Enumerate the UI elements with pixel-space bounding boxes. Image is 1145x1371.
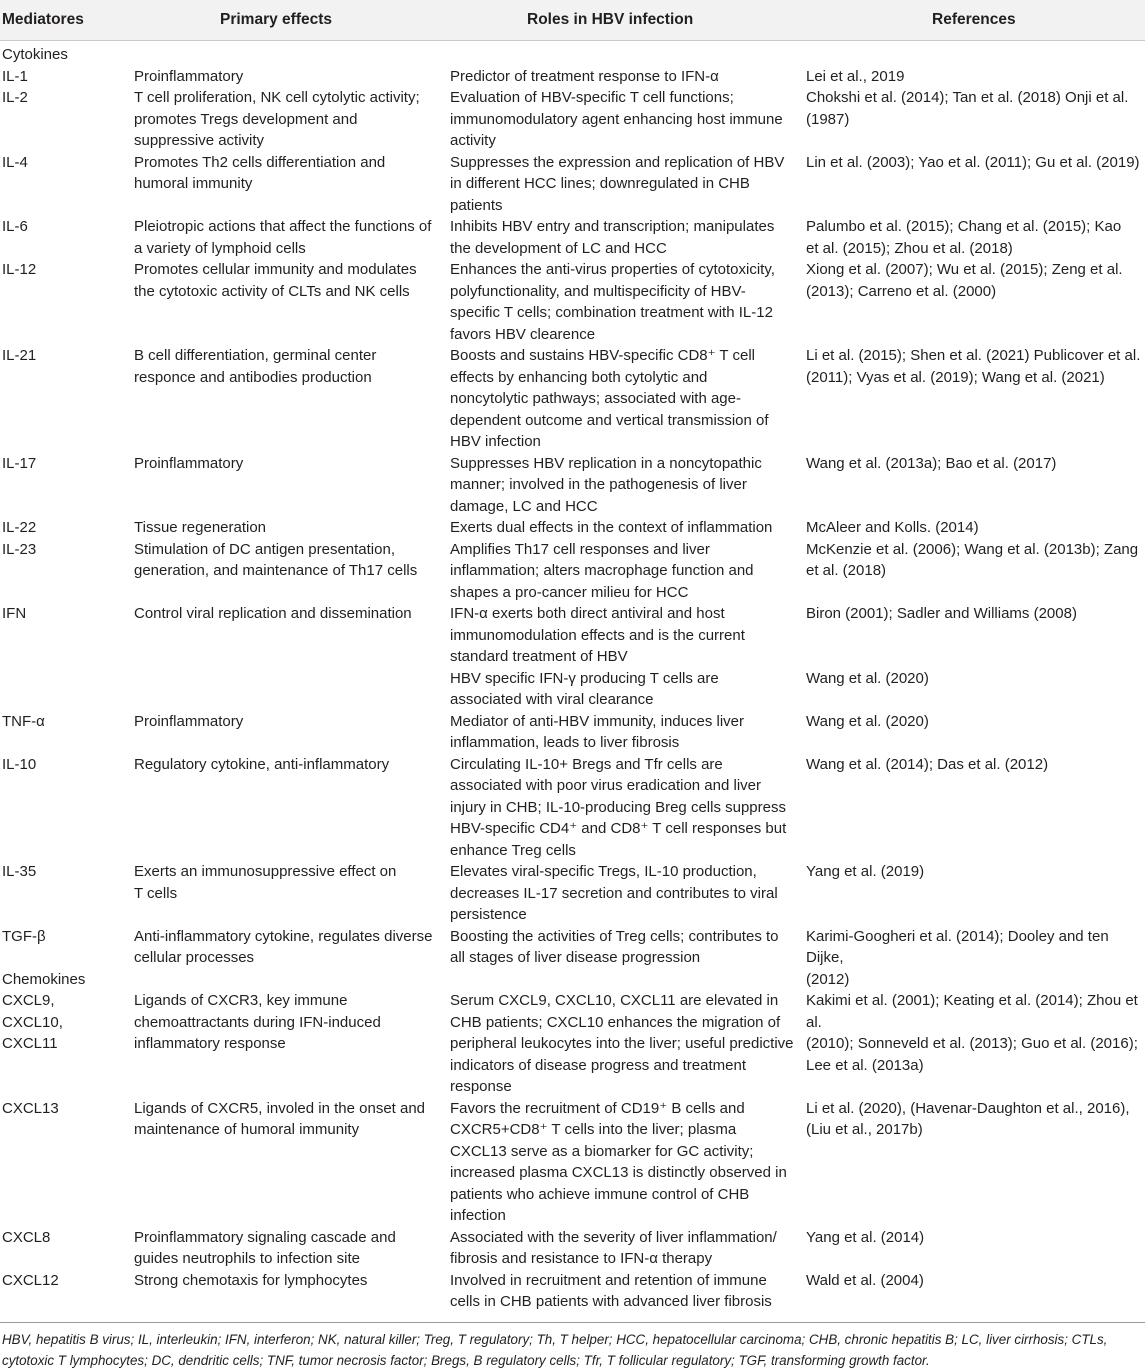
primary-effects-cell: Pleiotropic actions that affect the functions of a variety of lymphoid cells [134, 218, 432, 257]
mediator-cell: IL-21 [2, 347, 37, 364]
mediator-cell: IL-35 [2, 863, 37, 880]
roles-cell: Amplifies Th17 cell responses and liver inflammation; alters macrophage function and shapes a pro-cancer milieu for HCC [450, 540, 754, 601]
roles-cell: Enhances the anti-virus properties of cytotoxicity, polyfunctionality, and multispecificity of HBV- specific T cells; combination treatment with IL-12 favors HBV clearence [450, 261, 775, 343]
mediator-cell: IL-2 [2, 89, 28, 106]
references-cell: Palumbo et al. (2015); Chang et al. (2015); Kao et al. (2015); Zhou et al. (2018) [806, 218, 1122, 257]
primary-effects-cell: Proinflammatory signaling cascade and guides neutrophils to infection site [134, 1228, 396, 1267]
roles-cell: Circulating IL-10+ Bregs and Tfr cells are associated with poor virus eradication and liver injury in CHB; IL-10-producing Breg cells suppress HBV-specific CD4⁺ and CD8⁺ T cell responses but enhance Treg cells [450, 755, 787, 859]
references-cell: Wang et al. (2014); Das et al. (2012) [806, 755, 1049, 773]
roles-cell: IFN-α exerts both direct antiviral and host immunomodulation effects and is the current standard treatment of HBV [450, 605, 745, 665]
mediator-cell: CXCL13 [2, 1099, 59, 1117]
primary-effects-cell: Proinflammatory [134, 712, 244, 730]
primary-effects-cell: B cell differentiation, germinal center responce and antibodies production [134, 347, 377, 386]
primary-effects-cell: Promotes Th2 cells differentiation and humoral immunity [134, 153, 386, 192]
references-cell: Lin et al. (2003); Yao et al. (2011); Gu et al. (2019) [806, 153, 1140, 171]
mediator-cell: TNF-α [2, 712, 45, 730]
mediator-cell: CXCL8 [2, 1228, 51, 1246]
references-cell: Wang et al. (2013a); Bao et al. (2017) [806, 454, 1057, 472]
roles-cell: Involved in recruitment and retention of immune cells in CHB patients with advanced liver fibrosis [450, 1271, 772, 1310]
roles-cell: Associated with the severity of liver inflammation/ fibrosis and resistance to IFN-α therapy [450, 1228, 777, 1267]
references-cell: Wang et al. (2020) [806, 669, 929, 687]
roles-cell: HBV specific IFN-γ producing T cells are associated with viral clearance [450, 669, 719, 708]
mediator-cell: IFN [2, 605, 27, 622]
roles-cell: Predictor of treatment response to IFN-α [450, 67, 719, 85]
mediator-cell: IL-6 [2, 218, 28, 235]
header-mediators: Mediatores [2, 11, 84, 28]
references-cell: Biron (2001); Sadler and Williams (2008) [806, 605, 1077, 622]
primary-effects-cell: Proinflammatory [134, 67, 244, 85]
roles-cell: Boosting the activities of Treg cells; contributes to all stages of liver disease progression [450, 927, 779, 966]
primary-effects-cell: Control viral replication and dissemination [134, 605, 412, 622]
mediator-cell: IL-12 [2, 261, 37, 278]
table-footnote: HBV, hepatitis B virus; IL, interleukin; IFN, interferon; NK, natural killer; Treg, T regulatory; Th, T helper; HCC, hepatocellular carcinoma; CHB, chronic hepatitis B; LC, liver cirrhosis; CTLs, cytotoxic T lymphocytes; DC, dendritic cells; TNF, tumor necrosis factor; Bregs, B regulatory cells; Tfr, T follicular regulatory; TGF, transforming growth factor. [2, 1332, 1108, 1368]
roles-cell: Boosts and sustains HBV-specific CD8⁺ T cell effects by enhancing both cytolytic and noncytolytic pathways; associated with age- dependent outcome and vertical transmission of HBV infection [450, 347, 769, 450]
roles-cell: Suppresses the expression and replication of HBV in different HCC lines; downregulated in CHB patients [450, 153, 785, 214]
header-references: References [932, 11, 1016, 28]
references-cell: Yang et al. (2014) [806, 1228, 925, 1246]
roles-cell: Elevates viral-specific Tregs, IL-10 production, decreases IL-17 secretion and contributes to viral persistence [450, 863, 778, 923]
primary-effects-cell: Ligands of CXCR5, involed in the onset and maintenance of humoral immunity [134, 1099, 426, 1138]
roles-cell: Serum CXCL9, CXCL10, CXCL11 are elevated in CHB patients; CXCL10 enhances the migration of peripheral leukocytes into the liver; useful predictive indicators of disease progress and treatment response [450, 992, 794, 1095]
mediator-cell: IL-4 [2, 153, 28, 171]
primary-effects-cell: Proinflammatory [134, 454, 244, 472]
primary-effects-cell: Exerts an immunosuppressive effect on T cells [134, 863, 397, 902]
roles-cell: Inhibits HBV entry and transcription; manipulates the development of LC and HCC [450, 218, 775, 257]
references-cell: Karimi-Googheri et al. (2014); Dooley and ten Dijke, (2012) [806, 927, 1109, 988]
references-cell: Li et al. (2015); Shen et al. (2021) Publicover et al. (2011); Vyas et al. (2019); Wang et al. (2021) [806, 347, 1141, 386]
roles-cell: Mediator of anti-HBV immunity, induces liver inflammation, leads to liver fibrosis [450, 712, 744, 751]
primary-effects-cell: Promotes cellular immunity and modulates the cytotoxic activity of CLTs and NK cells [134, 261, 417, 300]
references-cell: Wang et al. (2020) [806, 712, 929, 730]
mediator-cell: IL-17 [2, 454, 37, 472]
references-cell: Kakimi et al. (2001); Keating et al. (2014); Zhou et al. (2010); Sonneveld et al. (2013); Guo et al. (2016); Lee et al. (2013a) [806, 992, 1138, 1074]
references-cell: Xiong et al. (2007); Wu et al. (2015); Zeng et al. (2013); Carreno et al. (2000) [806, 261, 1123, 300]
roles-cell: Exerts dual effects in the context of inflammation [450, 519, 773, 536]
mediator-cell: TGF-β [2, 927, 46, 945]
mediator-cell: IL-10 [2, 755, 37, 773]
references-cell: Wald et al. (2004) [806, 1271, 924, 1289]
header-primary-effects: Primary effects [220, 11, 333, 28]
mediator-cell: CXCL9, CXCL10, CXCL11 [2, 992, 63, 1052]
references-cell: McAleer and Kolls. (2014) [806, 519, 979, 536]
table-bottom-rule [0, 1322, 1145, 1323]
table-body [0, 44, 1145, 1324]
roles-cell: Suppresses HBV replication in a noncytopathic manner; involved in the pathogenesis of liver damage, LC and HCC [450, 454, 762, 515]
mediator-cell: CXCL12 [2, 1271, 59, 1289]
primary-effects-cell: Tissue regeneration [134, 519, 267, 536]
section-heading: Chemokines [2, 970, 86, 988]
references-cell: Lei et al., 2019 [806, 67, 905, 85]
mediator-cell: IL-22 [2, 519, 37, 536]
references-cell: Yang et al. (2019) [806, 863, 925, 880]
primary-effects-cell: Strong chemotaxis for lymphocytes [134, 1271, 368, 1289]
mediator-cell: IL-1 [2, 67, 28, 85]
primary-effects-cell: Stimulation of DC antigen presentation, generation, and maintenance of Th17 cells [134, 540, 418, 579]
header-roles: Roles in HBV infection [527, 11, 694, 28]
mediator-cell: IL-23 [2, 540, 37, 558]
roles-cell: Favors the recruitment of CD19⁺ B cells and CXCR5+CD8⁺ T cells into the liver; plasma CXCL13 serve as a biomarker for GC activity; increased plasma CXCL13 is distinctly observed in patients who achieve immune control of CHB infection [450, 1099, 787, 1224]
references-cell: McKenzie et al. (2006); Wang et al. (2013b); Zang et al. (2018) [806, 540, 1139, 579]
section-heading: Cytokines [2, 46, 68, 63]
references-cell: Li et al. (2020), (Havenar-Daughton et al., 2016), (Liu et al., 2017b) [806, 1099, 1130, 1138]
primary-effects-cell: Regulatory cytokine, anti-inflammatory [134, 755, 390, 773]
references-cell: Chokshi et al. (2014); Tan et al. (2018) Onji et al. (1987) [806, 89, 1129, 128]
primary-effects-cell: Ligands of CXCR3, key immune chemoattractants during IFN-induced inflammatory response [134, 992, 381, 1052]
roles-cell: Evaluation of HBV-specific T cell functions; immunomodulatory agent enhancing host immune activity [450, 89, 783, 149]
primary-effects-cell: T cell proliferation, NK cell cytolytic activity; promotes Tregs development and suppressive activity [134, 89, 420, 149]
primary-effects-cell: Anti-inflammatory cytokine, regulates diverse cellular processes [134, 927, 433, 966]
table-header [0, 0, 1145, 41]
